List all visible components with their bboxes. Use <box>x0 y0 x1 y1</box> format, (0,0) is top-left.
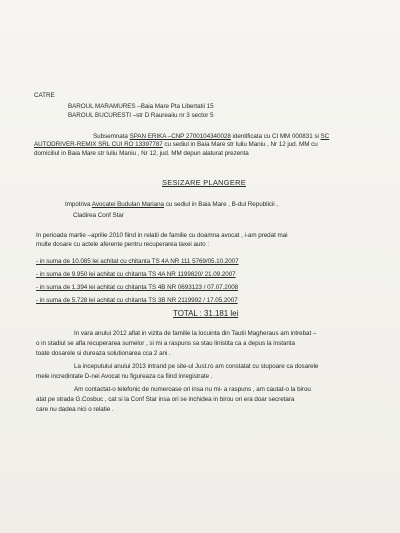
period-line-1: In perioada martie –aprilie 2010 fiind in relatii de familie cu doamna avocat , i-am predat mai <box>36 232 288 239</box>
total-amount: TOTAL : 31.181 lei <box>173 309 239 318</box>
against-text: cu sediul in Baia Mare , B-dul Republicii , <box>164 201 278 208</box>
intro-name: SPAN ERIKA –CNP 2700104340028 <box>129 133 231 140</box>
intro-text: Subsemnata <box>93 133 130 140</box>
paragraph-2-line: La inceputului anului 2013 intrand pe site-ul Just.ro am constatat cu stupoare ca dosarele <box>74 363 319 370</box>
against-name: Avocatei Budulan Mariana <box>91 201 164 208</box>
intro-line-2 <box>34 141 318 149</box>
period-line-2: multe dosare cu actele aferente pentru recuperarea taxei auto : <box>36 241 209 248</box>
paragraph-1-line: In vara anului 2012 aflat in vizita de familie la locuinta din Tautii Magheraus am intrebat – <box>74 330 317 337</box>
against-line-1 <box>65 201 278 209</box>
addressee-label: CATRE <box>34 92 55 99</box>
intro-text: identificata cu CI MM 000831 si <box>230 133 321 140</box>
address-line-1: BAROUL MARAMURES –Baia Mare Pta Libertatii 15 <box>68 103 214 110</box>
intro-line-3: domiciliul in Baia Mare str Iuliu Maniu , Nr 12, jud. MM depun alaturat prezenta <box>34 150 249 157</box>
payment-line: - in suma de 1.394 lei achitat cu chitanta TS 4B NR 0693123 / 07.07.2008 <box>36 284 239 291</box>
intro-company: AUTODRIVER-REMIX SRL CUI RO 13397787 <box>34 141 163 148</box>
paragraph-3-line: atat pe strada G.Cosbuc , cat si la Conf Star insa ori se inchidea in birou ori era doar secretara <box>36 396 295 403</box>
intro-sc: SC <box>320 133 330 140</box>
address-line-2: BAROUL BUCURESTI –str D Raureaiiu nr 3 sector 5 <box>68 112 214 119</box>
paragraph-2-line: mele incredintate D-nei Avocat nu figureaza ca fiind inregistrate . <box>36 373 213 380</box>
against-text: Impotriva <box>65 201 92 208</box>
paragraph-1-line: o in stadiul se afla recuperarea sumelor , si mi a raspuns sa stau linistita ca a depus la instanta <box>36 340 295 347</box>
payment-line: - in suma de 5.728 lei achitat cu chitanta TS 3B NR 2119992 / 17.05.2007 <box>36 297 238 304</box>
document-title: SESIZARE PLANGERE <box>162 178 246 187</box>
payment-line: - in suma de 9.950 lei achitat cu chitanta TS 4A NR 1199820/ 21.09.2007 <box>36 271 236 278</box>
payment-line: - in suma de 10.085 lei achitat cu chitanta TS 4A NR 111 5769/05.10.2007 <box>36 258 239 265</box>
intro-text: cu sediul in Baia Mare str Iuliu Maniu , Nr 12 jud. MM cu <box>162 141 318 148</box>
intro-line-1 <box>93 133 329 141</box>
paragraph-3-line: Am contactat-o telefonic de numeroase ori insa nu mi- a raspuns , am cautat-o la birou <box>74 386 311 393</box>
against-line-2: Cladirea Conf Star <box>73 212 124 219</box>
paragraph-3-line: care nu dadea nici o relatie . <box>36 406 114 413</box>
paragraph-1-line: toate dosarele si dureaza solutionarea cca 2 ani . <box>36 350 171 357</box>
